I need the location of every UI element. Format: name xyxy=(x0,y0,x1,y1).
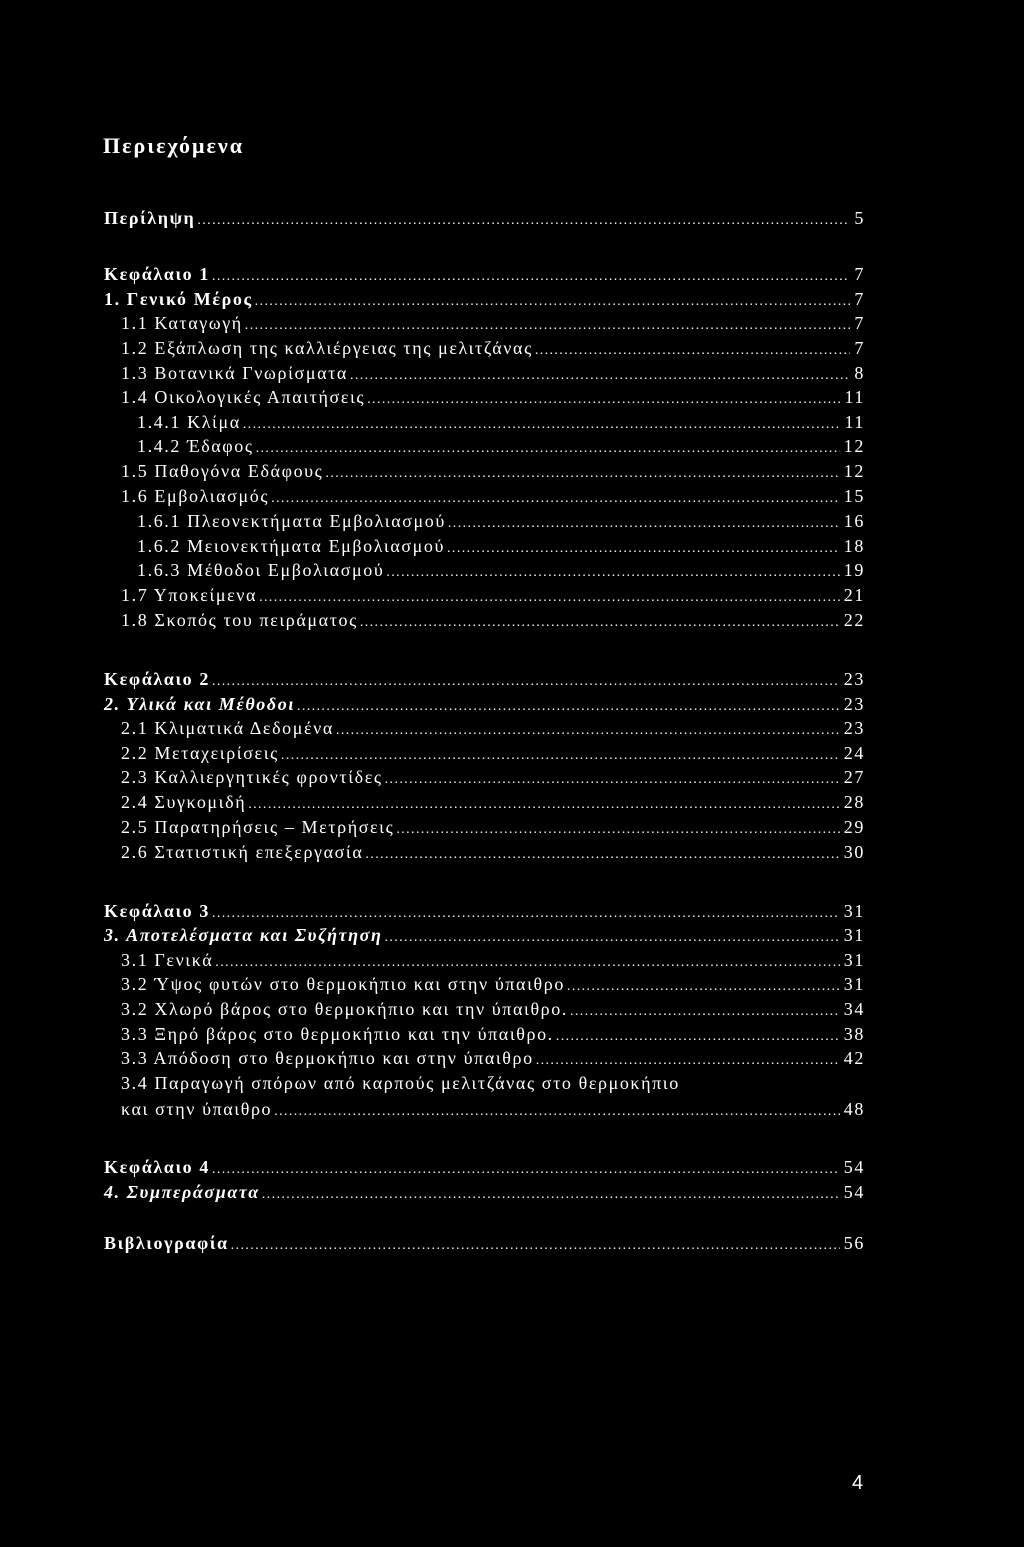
toc-entry xyxy=(121,948,865,972)
toc-leader-dots xyxy=(448,512,840,536)
toc-entry-page: 18 xyxy=(843,536,865,556)
toc-entry-label: 1. Γενικό Μέρος xyxy=(104,289,253,309)
toc-entry-page: 31 xyxy=(843,974,865,994)
toc-entry-page: 8 xyxy=(854,363,865,383)
toc-entry-label: Περίληψη xyxy=(104,208,196,228)
toc-entry-label: 2.4 Συγκομιδή xyxy=(121,792,247,812)
toc-leader-dots xyxy=(365,843,839,867)
toc-leader-dots xyxy=(385,768,840,792)
toc-entry-label: 1.8 Σκοπός του πειράματος xyxy=(121,610,358,630)
toc-entry-label: 1.6.3 Μέθοδοι Εμβολιασμού xyxy=(137,560,385,580)
toc-entry-label: 2. Υλικά και Μέθοδοι xyxy=(104,694,295,714)
toc-entry xyxy=(104,1231,865,1255)
toc-leader-dots xyxy=(570,1000,840,1024)
toc-entry xyxy=(104,206,865,230)
toc-entry-page: 56 xyxy=(843,1233,865,1253)
toc-leader-dots xyxy=(212,1158,840,1182)
toc-entry xyxy=(121,716,865,740)
toc-entry-page: 31 xyxy=(843,925,865,945)
toc-entry-label: 2.5 Παρατηρήσεις – Μετρήσεις xyxy=(121,817,395,837)
toc-entry xyxy=(121,385,865,409)
toc-entry-page: 7 xyxy=(854,338,865,358)
toc-entry xyxy=(104,262,865,286)
toc-leader-dots xyxy=(384,926,839,950)
toc-entry-page: 54 xyxy=(843,1182,865,1202)
toc-entry-label: 1.6 Εμβολιασμός xyxy=(121,486,270,506)
toc-entry-label: 1.5 Παθογόνα Εδάφους xyxy=(121,461,324,481)
toc-entry xyxy=(137,534,865,558)
toc-leader-dots xyxy=(325,462,839,486)
toc-leader-dots xyxy=(274,1100,840,1124)
toc-entry-label: 1.2 Εξάπλωση της καλλιέργειας της μελιτζάνας xyxy=(121,338,533,358)
toc-leader-dots xyxy=(231,1234,840,1258)
toc-entry xyxy=(104,667,865,691)
toc-entry xyxy=(121,336,865,360)
toc-entry xyxy=(137,434,865,458)
toc-entry-label: 3.4 Παραγωγή σπόρων από καρπούς μελιτζάνας στο θερμοκήπιο xyxy=(121,1073,680,1093)
toc-leader-dots xyxy=(360,611,840,635)
page-title: Περιεχόμενα xyxy=(103,133,245,158)
toc-leader-dots xyxy=(535,339,851,363)
toc-entry-page: 23 xyxy=(843,718,865,738)
toc-entry-label: 2.2 Μεταχειρίσεις xyxy=(121,743,279,763)
toc-entry-page: 7 xyxy=(854,264,865,284)
toc-entry-label: και στην ύπαιθρο xyxy=(121,1099,273,1119)
toc-entry-label: 1.1 Καταγωγή xyxy=(121,313,243,333)
toc-entry xyxy=(121,790,865,814)
toc-leader-dots xyxy=(212,670,840,694)
toc-entry-label: 1.7 Υποκείμενα xyxy=(121,585,258,605)
toc-entry-label: 3.2 Ύψος φυτών στο θερμοκήπιο και στην ύπαιθρο xyxy=(121,974,565,994)
toc-entry-page: 23 xyxy=(843,694,865,714)
toc-entry xyxy=(137,410,865,434)
toc-entry-label: Βιβλιογραφία xyxy=(104,1233,229,1253)
toc-entry-label: 2.6 Στατιστική επεξεργασία xyxy=(121,842,364,862)
toc-entry-page: 31 xyxy=(843,901,865,921)
toc-entry xyxy=(121,311,865,335)
toc-entry-page: 12 xyxy=(843,436,865,456)
toc-entry xyxy=(104,923,865,947)
toc-entry xyxy=(104,692,865,716)
toc-entry-page: 48 xyxy=(843,1099,865,1119)
toc-entry xyxy=(121,840,865,864)
toc-entry-label: 2.1 Κλιματικά Δεδομένα xyxy=(121,718,334,738)
toc-entry-label: Κεφάλαιο 1 xyxy=(104,264,210,284)
toc-entry-label: 4. Συμπεράσματα xyxy=(104,1182,260,1202)
toc-entry-page: 7 xyxy=(854,313,865,333)
toc-entry-label: 3. Αποτελέσματα και Συζήτηση xyxy=(104,925,383,945)
toc-entry-label: 3.3 Απόδοση στο θερμοκήπιο και στην ύπαιθρο xyxy=(121,1048,534,1068)
toc-entry-page: 54 xyxy=(843,1157,865,1177)
toc-entry-page: 21 xyxy=(843,585,865,605)
toc-entry-label: Κεφάλαιο 2 xyxy=(104,669,210,689)
toc-entry-page: 38 xyxy=(843,1024,865,1044)
toc-entry-label: 1.4.2 Έδαφος xyxy=(137,436,254,456)
toc-leader-dots xyxy=(248,793,840,817)
toc-entry-label: 3.1 Γενικά xyxy=(121,950,214,970)
toc-leader-dots xyxy=(262,1183,840,1207)
toc-entry xyxy=(137,509,865,533)
page-number: 4 xyxy=(852,1472,864,1494)
toc-leader-dots xyxy=(259,586,840,610)
toc-entry-label: Κεφάλαιο 4 xyxy=(104,1157,210,1177)
toc-leader-dots xyxy=(567,975,840,999)
toc-leader-dots xyxy=(336,719,840,743)
toc-entry-label: 1.4 Οικολογικές Απαιτήσεις xyxy=(121,387,366,407)
toc-entry-label: 1.4.1 Κλίμα xyxy=(137,412,241,432)
toc-entry-label: 3.2 Χλωρό βάρος στο θερμοκήπιο και την ύπαιθρο. xyxy=(121,999,568,1019)
toc-entry-page: 23 xyxy=(843,669,865,689)
toc-entry-label: 1.6.1 Πλεονεκτήματα Εμβολιασμού xyxy=(137,511,446,531)
toc-entry xyxy=(104,1155,865,1179)
toc-leader-dots xyxy=(197,209,850,233)
toc-entry xyxy=(121,1071,865,1095)
toc-entry xyxy=(121,608,865,632)
toc-entry xyxy=(121,972,865,996)
toc-entry xyxy=(137,558,865,582)
toc-entry xyxy=(121,741,865,765)
toc-entry xyxy=(121,1022,865,1046)
toc-leader-dots xyxy=(396,818,839,842)
toc-leader-dots xyxy=(271,487,840,511)
toc-entry-page: 29 xyxy=(843,817,865,837)
toc-leader-dots xyxy=(256,437,840,461)
toc-entry-page: 24 xyxy=(843,743,865,763)
toc-entry-page: 15 xyxy=(843,486,865,506)
toc-entry xyxy=(104,287,865,311)
toc-entry-page: 27 xyxy=(843,767,865,787)
toc-entry xyxy=(121,361,865,385)
toc-entry-page: 11 xyxy=(844,412,865,432)
toc-entry xyxy=(121,484,865,508)
toc-entry xyxy=(121,583,865,607)
toc-leader-dots xyxy=(536,1049,840,1073)
toc-entry xyxy=(121,459,865,483)
toc-entry xyxy=(121,1097,865,1121)
toc-entry-page: 19 xyxy=(843,560,865,580)
toc-entry-label: 1.6.2 Μειονεκτήματα Εμβολιασμού xyxy=(137,536,446,556)
toc-entry xyxy=(121,1046,865,1070)
toc-entry-label: 1.3 Βοτανικά Γνωρίσματα xyxy=(121,363,348,383)
toc-leader-dots xyxy=(212,265,850,289)
toc-entry-page: 28 xyxy=(843,792,865,812)
toc-entry-label: Κεφάλαιο 3 xyxy=(104,901,210,921)
toc-entry-label: 3.3 Ξηρό βάρος στο θερμοκήπιο και την ύπαιθρο. xyxy=(121,1024,554,1044)
toc-entry-page: 5 xyxy=(854,208,865,228)
toc-entry xyxy=(104,1180,865,1204)
toc-entry-page: 34 xyxy=(843,999,865,1019)
toc-entry-label: 2.3 Καλλιεργητικές φροντίδες xyxy=(121,767,383,787)
toc-entry-page: 16 xyxy=(843,511,865,531)
toc-entry xyxy=(121,765,865,789)
toc-entry-page: 11 xyxy=(844,387,865,407)
toc-leader-dots xyxy=(245,314,851,338)
toc-entry-page: 7 xyxy=(854,289,865,309)
toc-entry-page: 31 xyxy=(843,950,865,970)
toc-entry-page: 22 xyxy=(843,610,865,630)
toc-leader-dots xyxy=(386,561,839,585)
toc-entry xyxy=(104,899,865,923)
toc-entry-page: 42 xyxy=(843,1048,865,1068)
toc-entry xyxy=(121,815,865,839)
toc-entry-page: 30 xyxy=(843,842,865,862)
toc-entry-page: 12 xyxy=(843,461,865,481)
toc-entry xyxy=(121,997,865,1021)
toc-leader-dots xyxy=(367,388,840,412)
